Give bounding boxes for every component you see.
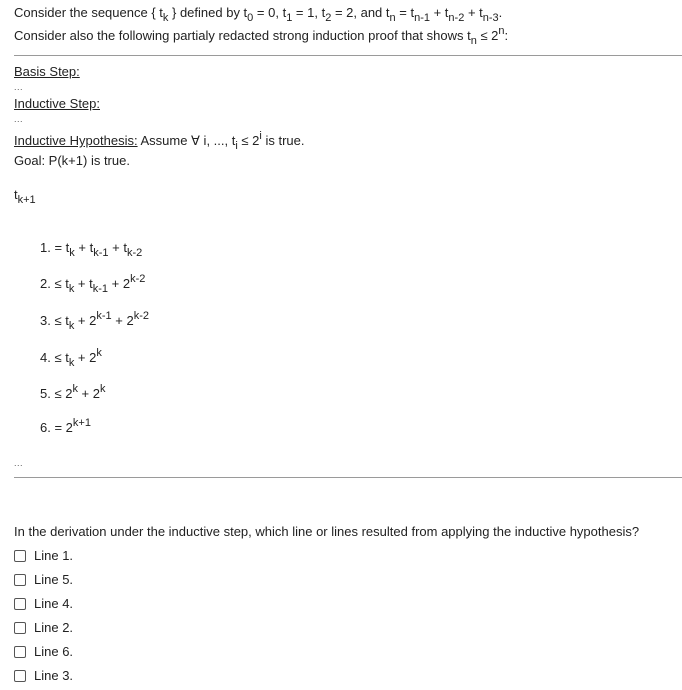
basis-ellipsis: ... xyxy=(14,82,24,92)
inductive-step-label: Inductive Step: xyxy=(14,96,100,111)
derivation-line-6: 6. = $2^{k+1}$ xyxy=(40,417,91,435)
option-line-2[interactable]: Line 2. xyxy=(14,620,73,635)
derivation-line-4: 4. ≤ $t_k + 2^k$ xyxy=(40,347,102,369)
option-checkbox[interactable] xyxy=(14,598,26,610)
goal-statement: Goal: P(k+1) is true. xyxy=(14,153,130,168)
option-checkbox[interactable] xyxy=(14,550,26,562)
option-line-5[interactable]: Line 5. xyxy=(14,572,73,587)
derivation-ellipsis: ... xyxy=(14,458,24,468)
derivation-line-1: 1. = $t_k + t_{k-1} + t_{k-2}$ xyxy=(40,240,143,259)
option-line-6[interactable]: Line 6. xyxy=(14,644,73,659)
question-text: In the derivation under the inductive step, which line or lines resulted from applying the inductive hypothesis? xyxy=(14,524,640,539)
proof-intro: Consider also the following partialy redacted strong induction proof that shows $t_n \le 2^n$: xyxy=(14,25,509,47)
option-checkbox[interactable] xyxy=(14,646,26,658)
option-line-3[interactable]: Line 3. xyxy=(14,668,73,683)
basis-step-label: Basis Step: xyxy=(14,64,80,79)
divider-top xyxy=(14,55,682,56)
derivation-line-3: 3. ≤ $t_k + 2^{k-1} + 2^{k-2}$ xyxy=(40,310,149,332)
inductive-hypothesis: Inductive Hypothesis: Assume ∀ i, ..., $t_i \le 2^i$ is true. xyxy=(14,130,305,152)
option-line-4[interactable]: Line 4. xyxy=(14,596,73,611)
sequence-definition: Consider the sequence { $t_k$ } defined by $t_0 = 0$, $t_1 = 1$, $t_2 = 2$, and $t_n = t_{n-1} + t_{n-2} + t_{n-3}$. xyxy=(14,5,503,24)
derivation-lhs: $t_{k+1}$ xyxy=(14,187,36,206)
derivation-line-2: 2. ≤ $t_k + t_{k-1} + 2^{k-2}$ xyxy=(40,273,146,295)
option-line-1[interactable]: Line 1. xyxy=(14,548,73,563)
option-checkbox[interactable] xyxy=(14,670,26,682)
inductive-ellipsis: ... xyxy=(14,114,24,124)
option-checkbox[interactable] xyxy=(14,622,26,634)
derivation-line-5: 5. ≤ $2^k + 2^k$ xyxy=(40,383,106,401)
divider-bottom xyxy=(14,477,682,478)
option-checkbox[interactable] xyxy=(14,574,26,586)
